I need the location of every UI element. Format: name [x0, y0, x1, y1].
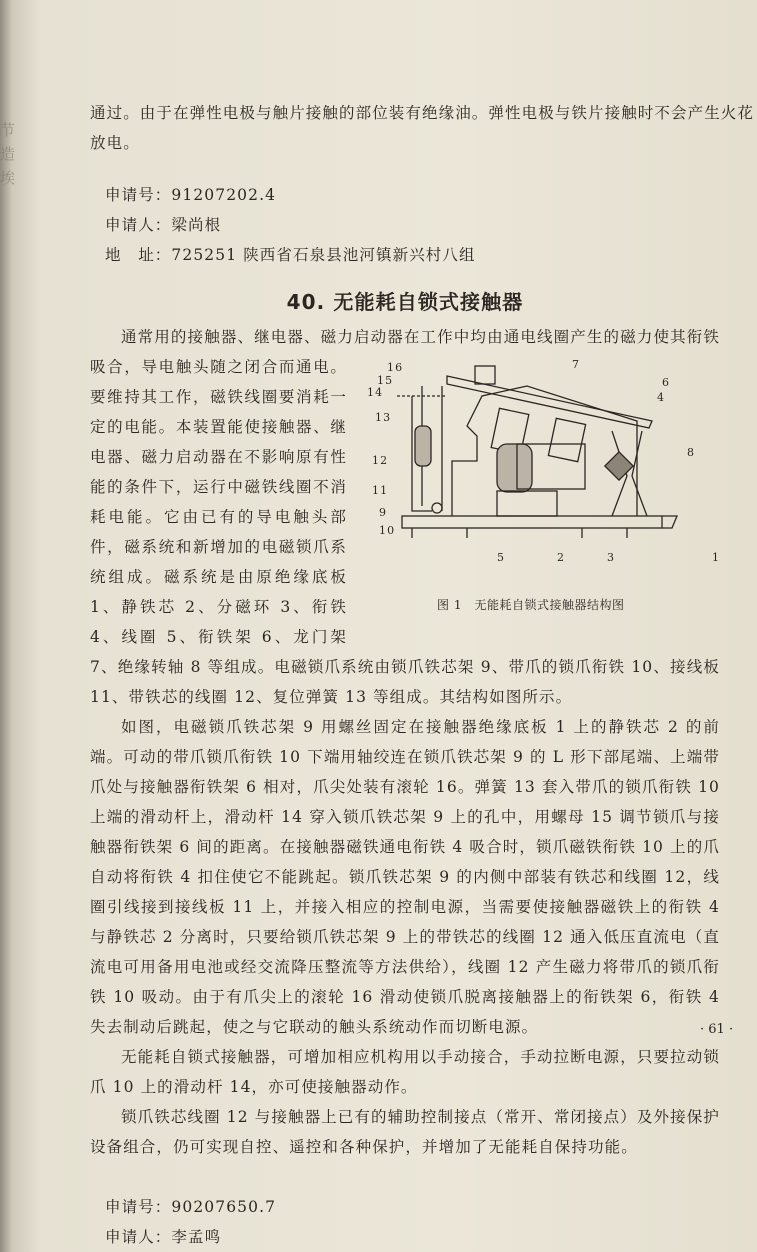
- part-label-5: 5: [497, 551, 506, 564]
- part-label-6: 6: [662, 376, 671, 389]
- shaft-8: [605, 452, 633, 480]
- article-title: 40. 无能耗自锁式接触器: [286, 290, 524, 314]
- coil-5: [497, 444, 532, 492]
- part-label-7: 7: [572, 358, 581, 371]
- figure-caption: 图 1 无能耗自锁式接触器结构图: [437, 598, 625, 612]
- body-paragraph: 无能耗自锁式接触器，可增加相应机构用以手动接合，手动拉断电源，只要拉动锁爪 10 上的滑动杆 14，亦可使接触器动作。: [90, 1048, 720, 1096]
- part-label-16: 16: [387, 361, 404, 374]
- facing-page-bleed: 节造埃: [0, 121, 16, 187]
- part-label-14: 14: [367, 386, 384, 399]
- part-label-15: 15: [377, 374, 394, 387]
- part-label-9: 9: [379, 506, 388, 519]
- part-label-2: 2: [557, 551, 566, 564]
- page-body: [90, 98, 755, 1252]
- part-label-12: 12: [372, 454, 389, 467]
- structure-figure: [357, 356, 732, 638]
- prev-article-tail: 通过。由于在弹性电极与触片接触的部位装有绝缘油。弹性电极与铁片接触时不会产生火花: [90, 104, 755, 122]
- prev-application-number: 申请号：91207202.4: [105, 186, 277, 204]
- part-label-11: 11: [372, 484, 389, 497]
- part-label-10: 10: [379, 524, 396, 537]
- part-label-1: 1: [712, 551, 721, 564]
- part-label-13: 13: [375, 411, 392, 424]
- page-number: · 61 ·: [700, 1022, 734, 1037]
- body-paragraph: 锁爪铁芯线圈 12 与接触器上已有的辅助控制接点（常开、常闭接点）及外接保护设备组合，仍可实现自控、遥控和各种保护，并增加了无能耗自保持功能。: [90, 1108, 720, 1156]
- contactor-diagram: [357, 356, 732, 596]
- coil-12: [415, 426, 431, 466]
- part-label-4: 4: [657, 391, 666, 404]
- part-label-8: 8: [687, 446, 696, 459]
- base-plate: [402, 516, 662, 528]
- prev-applicant: 申请人：梁尚根: [105, 216, 222, 234]
- intro-paragraph: 通常用的接触器、继电器、磁力启动器在工作中均由通电线圈产生的磁力使其衔铁吸合，导电触头随之闭合而通电。要维持其工作，磁铁线圈要消耗一定的电能。本装置能使接触器、继电器、磁力启动器在不影响原有性能的条件下，运行中磁铁线圈不消耗电能。它由已有的导电触头部件，磁系统和新增加的电磁锁爪系统组成。磁系统是由原绝缘底板 1、静铁芯 2、分磁环 3、衔铁 4、线圈 5、衔铁架 6、龙门架 7、绝缘转轴 8 等组成。电磁锁爪系统由锁爪铁芯架 9、带爪的锁爪衔铁 10、接线板 11、带铁芯的线圈 12、复位弹簧 13 等组成。其结构如图所示。: [90, 328, 720, 706]
- prev-address: 地 址：725251 陕西省石泉县池河镇新兴村八组: [105, 246, 476, 264]
- prev-article-tail: 放电。: [90, 134, 140, 152]
- application-number: 申请号：90207650.7: [105, 1198, 277, 1216]
- body-paragraph: 如图，电磁锁爪铁芯架 9 用螺丝固定在接触器绝缘底板 1 上的静铁芯 2 的前端。可动的带爪锁爪衔铁 10 下端用轴绞连在锁爪铁芯架 9 的 L 形下部尾端、上端带爪处与接触器衔铁架 6 相对，爪尖处装有滚轮 16。弹簧 13 套入带爪的锁爪衔铁 10 上端的滑动杆上，滑动杆 14 穿入锁爪铁芯架 9 上的孔中，用螺母 15 调节锁爪与接触器衔铁架 6 间的距离。在接触器磁铁通电衔铁 4 吸合时，锁爪磁铁衔铁 10 上的爪自动将衔铁 4 扣住使它不能跳起。锁爪铁芯架 9 的内侧中部装有铁芯和线圈 12，线圈引线接到接线板 11 上，并接入相应的控制电源，当需要使接触器磁铁上的衔铁 4 与静铁芯 2 分离时，只要给锁爪铁芯架 9 上的带铁芯的线圈 12 通入低压直流电（直流电可用备用电池或经交流降压整流等方法供给），线圈 12 产生磁力将带爪的锁爪衔铁 10 吸动。由于有爪尖上的滚轮 16 滑动使锁爪脱离接触器上的衔铁架 6，衔铁 4 失去制动后跳起，使之与它联动的触头系统动作而切断电源。: [90, 718, 720, 1036]
- applicant: 申请人：李孟鸣: [105, 1228, 222, 1246]
- intro-with-figure: [90, 322, 720, 712]
- part-label-3: 3: [607, 551, 616, 564]
